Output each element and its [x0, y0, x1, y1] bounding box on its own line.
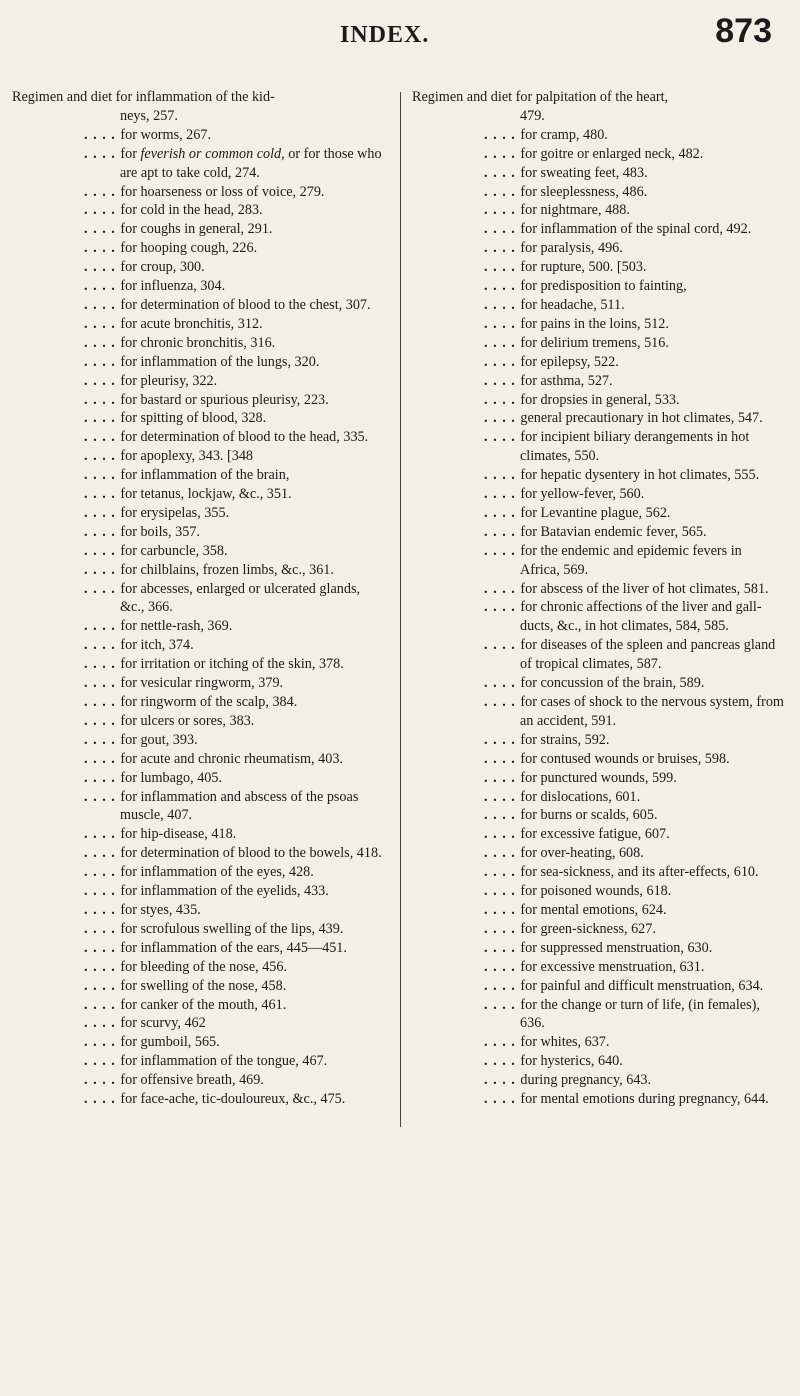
ditto-marks: . . . . [84, 1072, 121, 1089]
ditto-marks: . . . . [484, 391, 521, 408]
index-entry [12, 277, 388, 296]
entry-text: for determination of blood to the head, 335. [120, 429, 369, 446]
entry-text: for croup, 300. [120, 259, 205, 276]
ditto-marks: . . . . [484, 278, 521, 295]
ditto-marks: . . . . [484, 523, 521, 540]
ditto-marks: . . . . [84, 694, 121, 710]
ditto-marks: . . . . [84, 126, 121, 143]
ditto-marks: . . . . [84, 788, 121, 805]
index-entry [12, 504, 388, 523]
ditto-marks: . . . . [484, 259, 521, 276]
ditto-marks: . . . . [484, 334, 521, 351]
index-entry [412, 1071, 788, 1090]
ditto-marks: . . . . [484, 202, 521, 219]
entry-italic-text: feverish or common cold, [140, 145, 285, 162]
index-entry [12, 372, 388, 391]
entry-text: for green-sickness, 627. [520, 920, 656, 937]
index-entry [412, 788, 788, 807]
entry-text: for scurvy, 462 [120, 1015, 206, 1032]
index-entry [412, 996, 788, 1034]
index-entry [412, 183, 788, 202]
entry-text: for tetanus, lockjaw, &c., 351. [120, 486, 292, 503]
entry-text: for whites, 637. [520, 1034, 610, 1051]
ditto-marks: . . . . [484, 467, 521, 484]
index-entry [12, 258, 388, 277]
index-entry [12, 315, 388, 334]
index-entry [12, 466, 388, 485]
ditto-marks: . . . . [84, 845, 121, 862]
entry-text: for influenza, 304. [120, 278, 226, 295]
index-entry [12, 901, 388, 920]
ditto-marks: . . . . [484, 920, 521, 937]
entry-text: for nightmare, 488. [520, 202, 630, 219]
entry-text: for canker of the mouth, 461. [120, 996, 287, 1013]
entry-text: for bleeding of the nose, 456. [120, 958, 288, 975]
ditto-marks: . . . . [84, 675, 121, 692]
index-entry [12, 1090, 388, 1109]
index-lead-continuation: 479. [520, 107, 545, 124]
ditto-marks: . . . . [84, 1091, 121, 1108]
entry-text: for coughs in general, 291. [120, 221, 273, 238]
ditto-marks: . . . . [484, 353, 521, 370]
index-entry [412, 296, 788, 315]
index-entry [12, 296, 388, 315]
index-entry [412, 750, 788, 769]
ditto-marks: . . . . [84, 240, 121, 257]
index-entry [12, 712, 388, 731]
ditto-marks: . . . . [484, 410, 521, 427]
entry-text: for incipient biliary derangements in hot climates, 550. [520, 429, 750, 465]
ditto-marks: . . . . [484, 694, 521, 710]
ditto-marks: . . . . [84, 977, 121, 994]
entry-text: during pregnancy, 643. [520, 1072, 652, 1089]
ditto-marks: . . . . [484, 845, 521, 862]
index-entry [412, 315, 788, 334]
entry-text: for mental emotions during pregnancy, 644. [520, 1091, 769, 1108]
entry-text: for suppressed menstruation, 630. [520, 939, 713, 956]
entry-text: for excessive fatigue, 607. [520, 826, 670, 843]
ditto-marks: . . . . [84, 580, 121, 597]
index-entry [12, 939, 388, 958]
index-entry [412, 825, 788, 844]
ditto-marks: . . . . [84, 315, 121, 332]
index-lead: Regimen and diet for inflammation of the kid- [12, 89, 275, 105]
index-entry [12, 655, 388, 674]
index-entry [412, 1090, 788, 1109]
index-entry [12, 788, 388, 826]
index-lead-continuation: neys, 257. [120, 107, 178, 124]
entry-text: for cramp, 480. [520, 126, 608, 143]
entry-text: for mental emotions, 624. [520, 901, 667, 918]
index-entry [412, 428, 788, 466]
entry-text: for epilepsy, 522. [520, 353, 619, 370]
index-entry [412, 409, 788, 428]
index-entry [412, 126, 788, 145]
index-entry [12, 977, 388, 996]
entry-text: for inflammation of the eyes, 428. [120, 864, 314, 881]
ditto-marks: . . . . [84, 221, 121, 238]
entry-text: for hepatic dysentery in hot climates, 555. [520, 467, 760, 484]
index-entry [412, 901, 788, 920]
index-entry [12, 183, 388, 202]
entry-text: for lumbago, 405. [120, 769, 223, 786]
index-entry [412, 485, 788, 504]
ditto-marks: . . . . [84, 278, 121, 295]
ditto-marks: . . . . [484, 675, 521, 692]
entry-text: for chronic affections of the liver and gall-ducts, &c., in hot climates, 584, 585. [520, 599, 762, 635]
entry-text: for boils, 357. [120, 523, 200, 540]
entry-text: for pains in the loins, 512. [520, 315, 669, 332]
ditto-marks: . . . . [484, 901, 521, 918]
index-entry [412, 958, 788, 977]
index-entry [412, 580, 788, 599]
entry-text: for concussion of the brain, 589. [520, 675, 705, 692]
index-entry [12, 1052, 388, 1071]
index-entry [12, 1071, 388, 1090]
entry-text: for inflammation of the lungs, 320. [120, 353, 320, 370]
entry-text: for hoarseness or loss of voice, 279. [120, 183, 325, 200]
entry-text: for determination of blood to the bowels, 418. [120, 845, 382, 862]
ditto-marks: . . . . [84, 410, 121, 427]
index-entry [12, 693, 388, 712]
entry-text: for Levantine plague, 562. [520, 504, 671, 521]
ditto-marks: . . . . [84, 145, 121, 162]
entry-text: for Batavian endemic fever, 565. [520, 523, 707, 540]
ditto-marks: . . . . [484, 750, 521, 767]
entry-text: for face-ache, tic-douloureux, &c., 475. [120, 1091, 346, 1108]
ditto-marks: . . . . [484, 1072, 521, 1089]
index-entry [12, 409, 388, 428]
ditto-marks: . . . . [84, 372, 121, 389]
ditto-marks: . . . . [484, 996, 521, 1013]
page-number: 873 [715, 12, 772, 50]
ditto-marks: . . . . [84, 901, 121, 918]
index-entry [412, 201, 788, 220]
ditto-marks: . . . . [484, 599, 521, 616]
index-entry [412, 674, 788, 693]
index-entry [12, 769, 388, 788]
entry-text: for inflammation of the ears, 445—451. [120, 939, 347, 956]
entry-text: for inflammation of the brain, [120, 467, 290, 484]
entry-text: for dislocations, 601. [520, 788, 641, 805]
left-column [12, 88, 388, 1109]
entry-text: for contused wounds or bruises, 598. [520, 750, 730, 767]
ditto-marks: . . . . [484, 580, 521, 597]
ditto-marks: . . . . [84, 769, 121, 786]
entry-text: for inflammation and abscess of the psoas muscle, 407. [120, 788, 359, 824]
ditto-marks: . . . . [484, 807, 521, 824]
index-entry [412, 277, 788, 296]
index-entry [412, 882, 788, 901]
entry-text: for pleurisy, 322. [120, 372, 218, 389]
index-entry [12, 882, 388, 901]
ditto-marks: . . . . [484, 429, 521, 446]
entry-text: for goitre or enlarged neck, 482. [520, 145, 704, 162]
entry-text: for paralysis, 496. [520, 240, 623, 257]
ditto-marks: . . . . [84, 183, 121, 200]
index-entry [412, 731, 788, 750]
ditto-marks: . . . . [484, 145, 521, 162]
index-entry [412, 939, 788, 958]
ditto-marks: . . . . [484, 637, 521, 654]
index-entry [12, 863, 388, 882]
index-entry [12, 145, 388, 183]
entry-text: for strains, 592. [520, 731, 610, 748]
entry-text: for chronic bronchitis, 316. [120, 334, 276, 351]
entry-text: for the change or turn of life, (in females), 636. [520, 996, 760, 1032]
entry-text: for over-heating, 608. [520, 845, 644, 862]
index-entry [12, 1033, 388, 1052]
entry-text: general precautionary in hot climates, 547. [520, 410, 763, 427]
ditto-marks: . . . . [84, 391, 121, 408]
entry-text: for sea-sickness, and its after-effects, 610. [520, 864, 759, 881]
entry-prefix: for [120, 145, 141, 162]
entry-text: for inflammation of the tongue, 467. [120, 1053, 328, 1070]
entry-text: for yellow-fever, 560. [520, 486, 645, 503]
index-entry [12, 391, 388, 410]
ditto-marks: . . . . [84, 826, 121, 843]
index-lead: Regimen and diet for palpitation of the heart, [412, 89, 669, 105]
index-entry [412, 693, 788, 731]
index-entry [12, 996, 388, 1015]
entry-text: for ulcers or sores, 383. [120, 712, 255, 729]
entry-text: for abcesses, enlarged or ulcerated glands, &c., 366. [120, 580, 361, 616]
index-entry [412, 164, 788, 183]
entry-text: for bastard or spurious pleurisy, 223. [120, 391, 329, 408]
ditto-marks: . . . . [484, 296, 521, 313]
index-entry [412, 920, 788, 939]
index-entry [12, 920, 388, 939]
ditto-marks: . . . . [84, 334, 121, 351]
index-entry [12, 561, 388, 580]
entry-text: for painful and difficult menstruation, 634. [520, 977, 764, 994]
index-entry [412, 391, 788, 410]
index-entry [12, 239, 388, 258]
entry-text: for irritation or itching of the skin, 378. [120, 656, 344, 673]
entry-text: for delirium tremens, 516. [520, 334, 669, 351]
ditto-marks: . . . . [84, 429, 121, 446]
entry-text: for sleeplessness, 486. [520, 183, 648, 200]
ditto-marks: . . . . [484, 486, 521, 503]
ditto-marks: . . . . [84, 750, 121, 767]
entry-text: for scrofulous swelling of the lips, 439. [120, 920, 344, 937]
index-entry [12, 731, 388, 750]
index-entry [12, 334, 388, 353]
entry-text: for apoplexy, 343. [348 [120, 448, 254, 465]
right-column [412, 88, 788, 1109]
index-entry [412, 844, 788, 863]
ditto-marks: . . . . [84, 202, 121, 219]
index-entry [412, 636, 788, 674]
entry-text: for cases of shock to the nervous system, from an accident, 591. [520, 694, 784, 729]
page-title: INDEX. [340, 22, 430, 48]
ditto-marks: . . . . [84, 296, 121, 313]
entry-text: for spitting of blood, 328. [120, 410, 267, 427]
ditto-marks: . . . . [484, 1034, 521, 1051]
entry-text: for hooping cough, 226. [120, 240, 258, 257]
entry-text: for chilblains, frozen limbs, &c., 361. [120, 561, 334, 578]
ditto-marks: . . . . [484, 1053, 521, 1070]
index-entry [12, 825, 388, 844]
ditto-marks: . . . . [484, 240, 521, 257]
entry-text: for hysterics, 640. [520, 1053, 623, 1070]
entry-text: or for those who are apt to take cold, 274. [120, 145, 382, 181]
entry-text: for cold in the head, 283. [120, 202, 263, 219]
entry-text: for worms, 267. [120, 126, 212, 143]
entry-text: for dropsies in general, 533. [520, 391, 680, 408]
index-entry [12, 353, 388, 372]
entry-text: for headache, 511. [520, 296, 625, 313]
entry-text: for gout, 393. [120, 731, 198, 748]
index-entry [412, 145, 788, 164]
entry-text: for acute and chronic rheumatism, 403. [120, 750, 343, 767]
index-entry [412, 504, 788, 523]
index-entry [412, 542, 788, 580]
entry-text: for poisoned wounds, 618. [520, 883, 672, 900]
index-entry [412, 977, 788, 996]
entry-text: for hip-disease, 418. [120, 826, 237, 843]
ditto-marks: . . . . [84, 958, 121, 975]
ditto-marks: . . . . [84, 712, 121, 729]
index-entry [412, 598, 788, 636]
ditto-marks: . . . . [484, 504, 521, 521]
ditto-marks: . . . . [84, 561, 121, 578]
ditto-marks: . . . . [484, 731, 521, 748]
ditto-marks: . . . . [84, 920, 121, 937]
entry-text: for itch, 374. [120, 637, 194, 654]
index-entry [412, 258, 788, 277]
ditto-marks: . . . . [484, 788, 521, 805]
entry-text: for offensive breath, 469. [120, 1072, 264, 1089]
entry-text: for asthma, 527. [520, 372, 613, 389]
ditto-marks: . . . . [84, 486, 121, 503]
ditto-marks: . . . . [484, 864, 521, 881]
index-entry [12, 580, 388, 618]
entry-text: for inflammation of the spinal cord, 492. [520, 221, 752, 238]
ditto-marks: . . . . [484, 372, 521, 389]
entry-text: for erysipelas, 355. [120, 504, 230, 521]
entry-text: for predisposition to fainting, [520, 278, 687, 295]
ditto-marks: . . . . [84, 939, 121, 956]
entry-text: for excessive menstruation, 631. [520, 958, 705, 975]
ditto-marks: . . . . [84, 448, 121, 465]
entry-text: for gumboil, 565. [120, 1034, 220, 1051]
entry-text: for nettle-rash, 369. [120, 618, 233, 635]
index-entry [12, 750, 388, 769]
entry-text: for vesicular ringworm, 379. [120, 675, 284, 692]
ditto-marks: . . . . [484, 977, 521, 994]
index-entry [412, 863, 788, 882]
ditto-marks: . . . . [84, 1053, 121, 1070]
index-entry [412, 334, 788, 353]
ditto-marks: . . . . [484, 883, 521, 900]
index-entry [12, 636, 388, 655]
ditto-marks: . . . . [484, 315, 521, 332]
ditto-marks: . . . . [84, 996, 121, 1013]
entry-text: for swelling of the nose, 458. [120, 977, 287, 994]
entry-text: for rupture, 500. [503. [520, 259, 647, 276]
entry-text: for ringworm of the scalp, 384. [120, 694, 298, 710]
ditto-marks: . . . . [84, 864, 121, 881]
entry-text: for sweating feet, 483. [520, 164, 648, 181]
entry-text: for burns or scalds, 605. [520, 807, 658, 824]
ditto-marks: . . . . [84, 618, 121, 635]
ditto-marks: . . . . [484, 221, 521, 238]
index-entry [12, 674, 388, 693]
entry-text: for punctured wounds, 599. [520, 769, 677, 786]
index-entry [12, 428, 388, 447]
entry-text: for determination of blood to the chest, 307. [120, 296, 371, 313]
ditto-marks: . . . . [484, 542, 521, 559]
ditto-marks: . . . . [84, 637, 121, 654]
ditto-marks: . . . . [84, 523, 121, 540]
index-entry [12, 220, 388, 239]
index-entry [12, 844, 388, 863]
entry-text: for carbuncle, 358. [120, 542, 228, 559]
index-entry [412, 806, 788, 825]
ditto-marks: . . . . [84, 467, 121, 484]
ditto-marks: . . . . [484, 1091, 521, 1108]
ditto-marks: . . . . [84, 731, 121, 748]
ditto-marks: . . . . [484, 958, 521, 975]
index-entry [12, 201, 388, 220]
index-entry [12, 542, 388, 561]
entry-text: for acute bronchitis, 312. [120, 315, 263, 332]
index-entry [412, 769, 788, 788]
ditto-marks: . . . . [84, 1015, 121, 1032]
index-entry [12, 447, 388, 466]
index-entry [412, 220, 788, 239]
ditto-marks: . . . . [84, 259, 121, 276]
index-entry [12, 617, 388, 636]
entry-text: for styes, 435. [120, 901, 201, 918]
index-entry [12, 958, 388, 977]
index-entry [12, 1014, 388, 1033]
entry-text: for inflammation of the eyelids, 433. [120, 883, 329, 900]
entry-text: for the endemic and epidemic fevers in Africa, 569. [520, 542, 742, 578]
index-entry [412, 372, 788, 391]
column-divider [400, 92, 401, 1127]
ditto-marks: . . . . [84, 656, 121, 673]
ditto-marks: . . . . [484, 126, 521, 143]
index-entry [412, 239, 788, 258]
index-entry [12, 485, 388, 504]
ditto-marks: . . . . [84, 883, 121, 900]
ditto-marks: . . . . [84, 1034, 121, 1051]
ditto-marks: . . . . [484, 183, 521, 200]
ditto-marks: . . . . [84, 542, 121, 559]
entry-text: for diseases of the spleen and pancreas gland of tropical climates, 587. [520, 637, 776, 673]
index-entry [12, 126, 388, 145]
index-entry [412, 353, 788, 372]
ditto-marks: . . . . [484, 769, 521, 786]
ditto-marks: . . . . [484, 164, 521, 181]
index-entry [412, 1052, 788, 1071]
index-entry [412, 1033, 788, 1052]
ditto-marks: . . . . [84, 353, 121, 370]
ditto-marks: . . . . [484, 939, 521, 956]
ditto-marks: . . . . [484, 826, 521, 843]
ditto-marks: . . . . [84, 504, 121, 521]
entry-text: for abscess of the liver of hot climates, 581. [520, 580, 769, 597]
index-entry [12, 523, 388, 542]
index-entry [412, 466, 788, 485]
page-header [0, 10, 800, 58]
index-entry [412, 523, 788, 542]
